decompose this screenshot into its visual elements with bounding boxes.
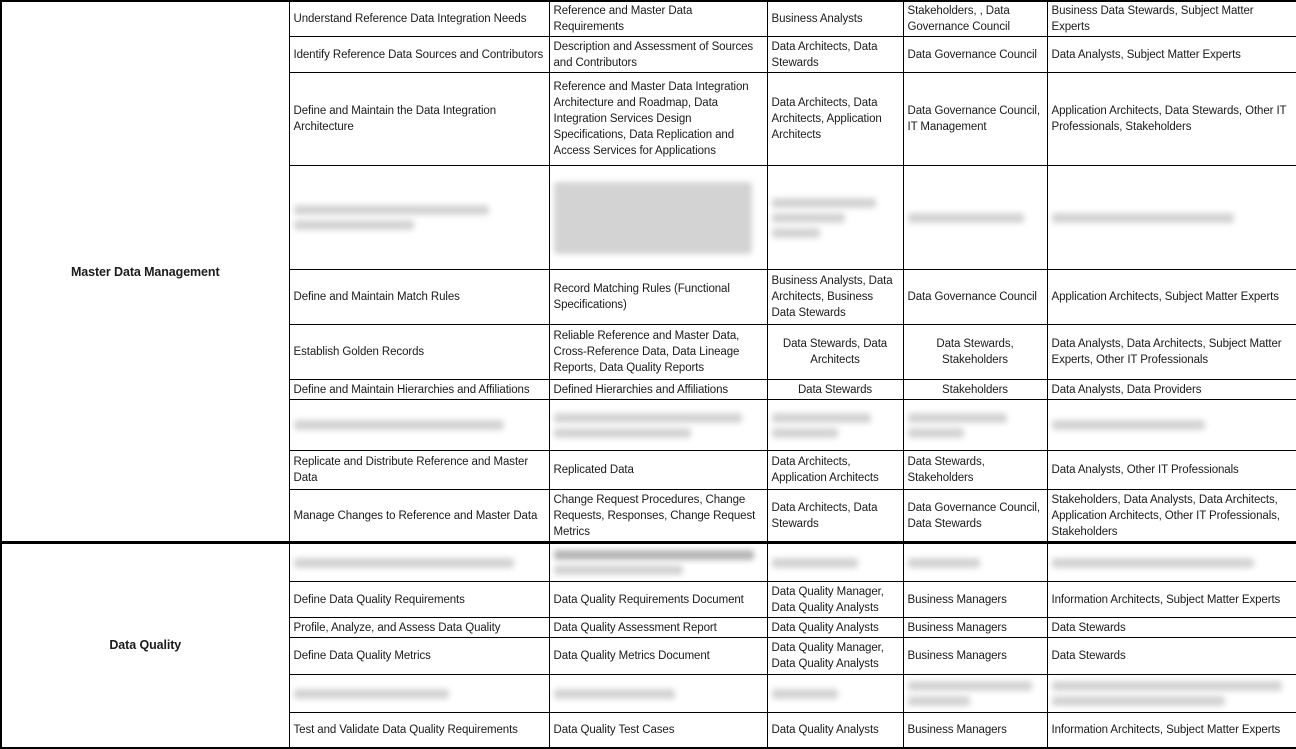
role-cell: Data Governance Council <box>903 37 1047 73</box>
deliverables-cell: Data Quality Metrics Document <box>549 638 767 675</box>
activity-cell: Establish Golden Records <box>289 325 549 380</box>
redacted-text-smudge <box>1052 681 1283 691</box>
role-cell: Stakeholders, Data Analysts, Data Architects, Application Architects, Other IT Professionals, Stakeholders <box>1047 490 1296 543</box>
role-cell: Data Governance Council, Data Stewards <box>903 490 1047 543</box>
table-row <box>1 543 1296 582</box>
deliverables-cell: Reference and Master Data Requirements <box>549 1 767 37</box>
redacted-text-smudge <box>554 565 684 575</box>
category-cell: Data Quality <box>1 543 289 748</box>
role-cell: Data Stewards <box>1047 638 1296 675</box>
deliverables-cell <box>549 543 767 582</box>
role-cell: Information Architects, Subject Matter Experts <box>1047 713 1296 748</box>
role-cell: Data Stewards, Stakeholders <box>903 451 1047 490</box>
activity-cell: Manage Changes to Reference and Master Data <box>289 490 549 543</box>
role-cell <box>903 675 1047 713</box>
deliverables-cell <box>549 166 767 270</box>
redacted-text-smudge <box>908 696 970 706</box>
role-cell: Business Managers <box>903 618 1047 638</box>
activity-cell: Define and Maintain the Data Integration Architecture <box>289 73 549 166</box>
redacted-text-smudge <box>294 205 490 215</box>
redacted-text-smudge <box>294 558 515 568</box>
role-cell <box>767 166 903 270</box>
deliverables-cell: Record Matching Rules (Functional Specifications) <box>549 270 767 325</box>
role-cell: Data Quality Analysts <box>767 618 903 638</box>
role-cell: Data Analysts, Subject Matter Experts <box>1047 37 1296 73</box>
category-cell: Master Data Management <box>1 1 289 543</box>
redacted-text-smudge <box>908 213 1024 223</box>
activity-cell: Identify Reference Data Sources and Contributors <box>289 37 549 73</box>
role-cell: Data Analysts, Data Providers <box>1047 380 1296 400</box>
redacted-text-smudge <box>554 428 692 438</box>
role-cell <box>1047 675 1296 713</box>
role-cell <box>1047 400 1296 451</box>
role-cell: Data Stewards, Stakeholders <box>903 325 1047 380</box>
redacted-text-smudge <box>554 413 742 423</box>
redacted-text-smudge <box>772 413 871 423</box>
role-cell <box>903 400 1047 451</box>
redacted-text-smudge <box>294 689 450 699</box>
redacted-text-smudge <box>908 413 1008 423</box>
role-cell <box>903 166 1047 270</box>
redacted-text-smudge <box>908 681 1032 691</box>
role-cell: Data Stewards <box>767 380 903 400</box>
activity-cell <box>289 166 549 270</box>
role-cell: Data Quality Manager, Data Quality Analysts <box>767 582 903 618</box>
deliverables-cell: Description and Assessment of Sources and Contributors <box>549 37 767 73</box>
role-cell: Data Quality Analysts <box>767 713 903 748</box>
role-cell: Data Architects, Data Stewards <box>767 490 903 543</box>
table-row <box>1 1 1296 37</box>
role-cell: Business Analysts <box>767 1 903 37</box>
role-cell <box>903 543 1047 582</box>
table-body <box>1 1 1296 748</box>
role-cell: Business Managers <box>903 638 1047 675</box>
activity-cell <box>289 543 549 582</box>
redacted-text-smudge <box>1052 420 1206 430</box>
role-cell: Stakeholders <box>903 380 1047 400</box>
redacted-text-smudge <box>772 558 858 568</box>
redacted-text-smudge <box>772 198 876 208</box>
role-cell: Information Architects, Subject Matter Experts <box>1047 582 1296 618</box>
activity-cell <box>289 675 549 713</box>
activity-cell: Define Data Quality Metrics <box>289 638 549 675</box>
redacted-text-smudge <box>772 689 838 699</box>
role-cell <box>1047 166 1296 270</box>
role-cell <box>767 400 903 451</box>
role-cell: Business Managers <box>903 713 1047 748</box>
activity-cell: Profile, Analyze, and Assess Data Quality <box>289 618 549 638</box>
role-cell: Data Stewards, Data Architects <box>767 325 903 380</box>
activity-cell: Define Data Quality Requirements <box>289 582 549 618</box>
role-cell: Stakeholders, , Data Governance Council <box>903 1 1047 37</box>
deliverables-cell: Replicated Data <box>549 451 767 490</box>
redacted-text-smudge <box>294 420 505 430</box>
activity-cell: Define and Maintain Match Rules <box>289 270 549 325</box>
redacted-text-smudge <box>1052 213 1235 223</box>
role-cell: Application Architects, Data Stewards, Other IT Professionals, Stakeholders <box>1047 73 1296 166</box>
role-cell: Data Governance Council <box>903 270 1047 325</box>
redacted-text-smudge <box>1052 558 1254 568</box>
role-cell: Application Architects, Subject Matter Experts <box>1047 270 1296 325</box>
role-cell <box>767 543 903 582</box>
activity-cell: Understand Reference Data Integration Needs <box>289 1 549 37</box>
role-cell: Data Architects, Data Stewards <box>767 37 903 73</box>
deliverables-cell: Data Quality Assessment Report <box>549 618 767 638</box>
role-cell: Data Architects, Application Architects <box>767 451 903 490</box>
role-cell: Data Architects, Data Architects, Application Architects <box>767 73 903 166</box>
deliverables-cell: Reference and Master Data Integration Architecture and Roadmap, Data Integration Services Design Specifications, Data Replication and Access Services for Applications <box>549 73 767 166</box>
redacted-text-smudge <box>554 550 755 560</box>
role-cell <box>1047 543 1296 582</box>
redacted-text-smudge <box>772 213 846 223</box>
redacted-text-smudge <box>908 558 981 568</box>
redacted-text-smudge <box>908 428 965 438</box>
role-cell <box>767 675 903 713</box>
role-cell: Data Governance Council, IT Management <box>903 73 1047 166</box>
role-cell: Business Analysts, Data Architects, Business Data Stewards <box>767 270 903 325</box>
activity-cell <box>289 400 549 451</box>
role-cell: Data Analysts, Data Architects, Subject Matter Experts, Other IT Professionals <box>1047 325 1296 380</box>
deliverables-cell: Data Quality Requirements Document <box>549 582 767 618</box>
activity-cell: Define and Maintain Hierarchies and Affiliations <box>289 380 549 400</box>
deliverables-cell: Data Quality Test Cases <box>549 713 767 748</box>
role-cell: Data Analysts, Other IT Professionals <box>1047 451 1296 490</box>
activity-cell: Test and Validate Data Quality Requirements <box>289 713 549 748</box>
role-cell: Business Managers <box>903 582 1047 618</box>
redacted-text-smudge <box>554 182 753 254</box>
redacted-text-smudge <box>554 689 675 699</box>
deliverables-cell: Change Request Procedures, Change Requests, Responses, Change Request Metrics <box>549 490 767 543</box>
deliverables-cell <box>549 400 767 451</box>
redacted-text-smudge <box>772 428 838 438</box>
role-cell: Data Stewards <box>1047 618 1296 638</box>
activity-cell: Replicate and Distribute Reference and Master Data <box>289 451 549 490</box>
deliverables-cell <box>549 675 767 713</box>
deliverables-cell: Reliable Reference and Master Data, Cross-Reference Data, Data Lineage Reports, Data Quality Reports <box>549 325 767 380</box>
redacted-text-smudge <box>1052 696 1225 706</box>
deliverables-cell: Defined Hierarchies and Affiliations <box>549 380 767 400</box>
role-cell: Data Quality Manager, Data Quality Analysts <box>767 638 903 675</box>
role-cell: Business Data Stewards, Subject Matter Experts <box>1047 1 1296 37</box>
redacted-text-smudge <box>294 220 414 230</box>
redacted-text-smudge <box>772 228 820 238</box>
